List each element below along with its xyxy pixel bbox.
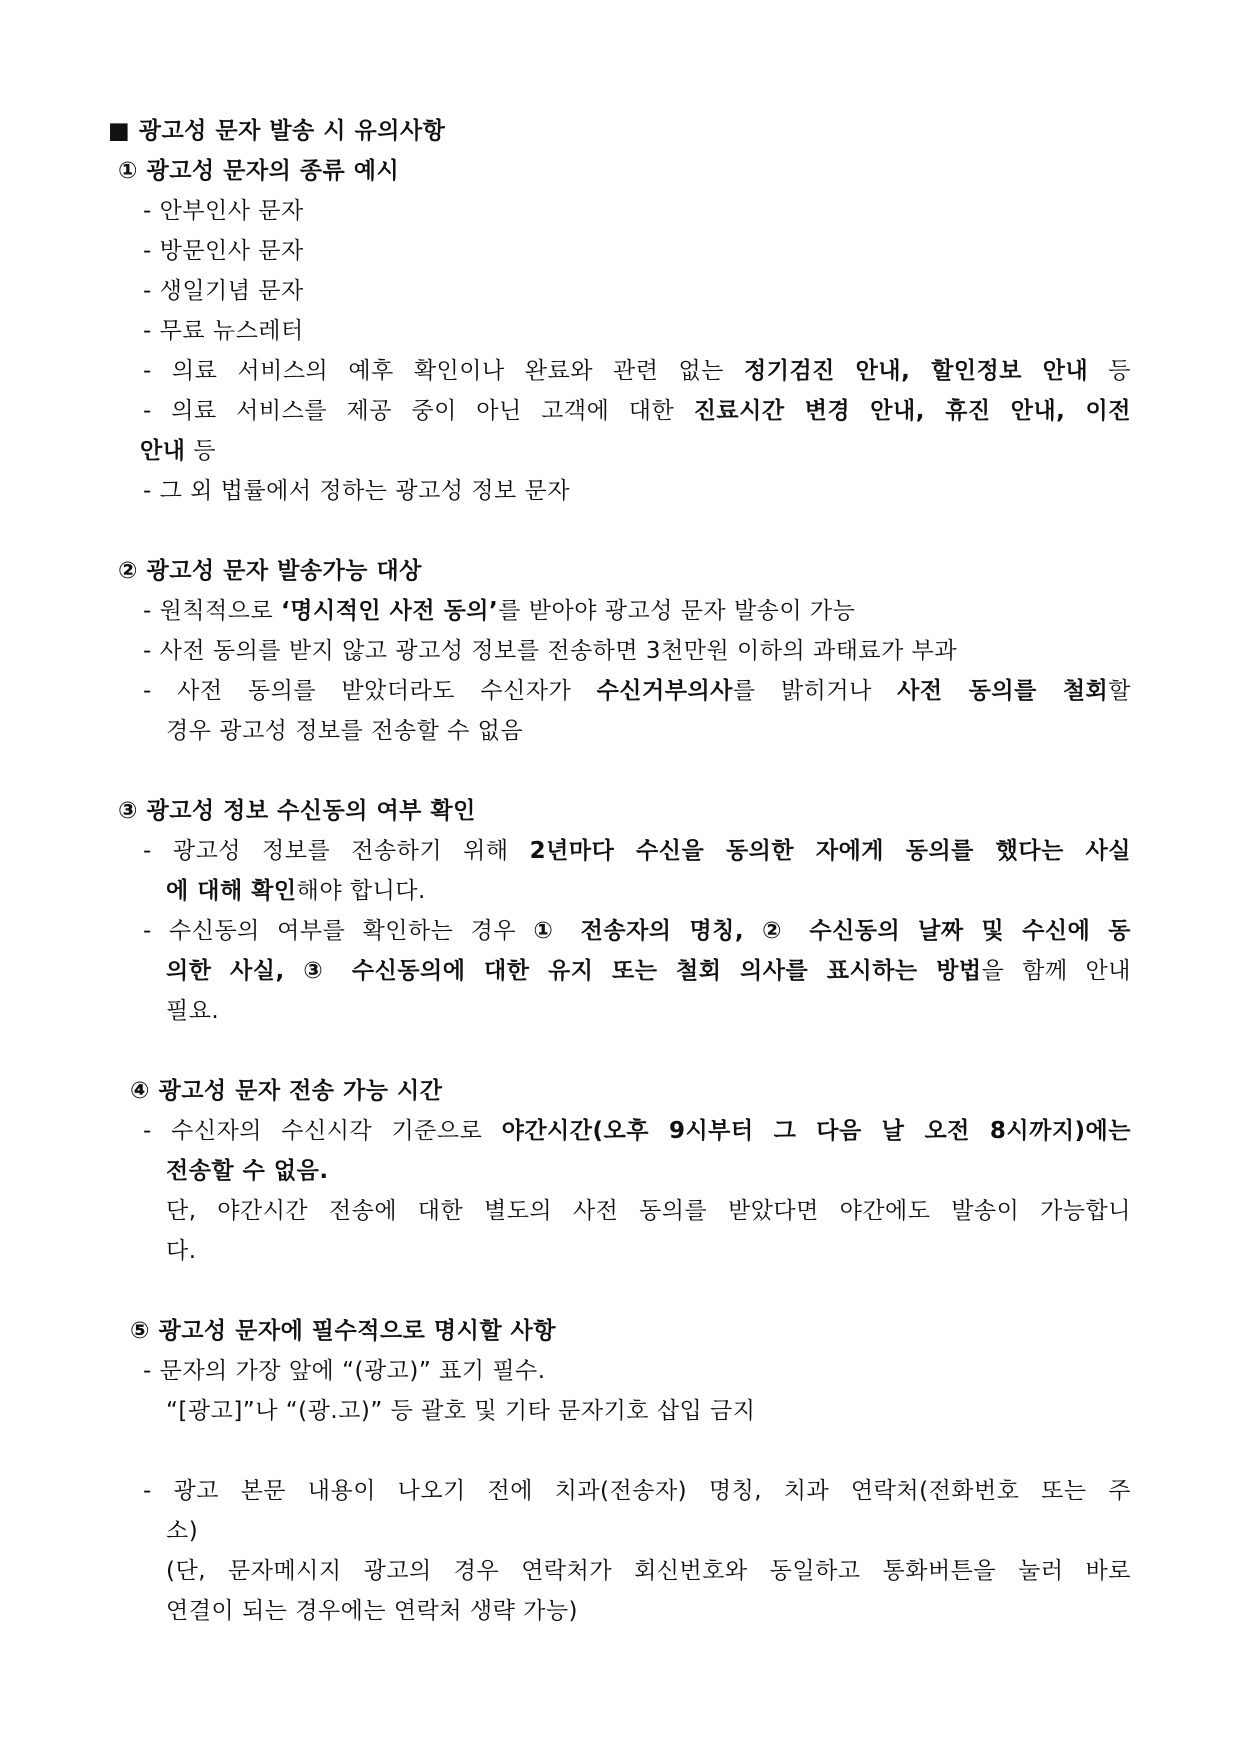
paragraph: (단, 문자메시지 광고의 경우 연락처가 회신번호와 동일하고 통화버튼을 눌러 바로 [166, 1558, 1131, 1584]
list-item-continuation: 경우 광고성 정보를 전송할 수 없음 [166, 718, 524, 744]
list-item: - 문자의 가장 앞에 “(광고)” 표기 필수. [143, 1358, 546, 1384]
list-item: - 광고 본문 내용이 나오기 전에 치과(전송자) 명칭, 치과 연락처(전화번호 또는 주 [143, 1478, 1131, 1504]
list-item: - 의료 서비스의 예후 확인이나 완료와 관련 없는 정기검진 안내, 할인정보 안내 등 [143, 358, 1131, 384]
list-item-continuation: 안내 등 [140, 438, 216, 464]
list-item: - 무료 뉴스레터 [143, 318, 304, 344]
list-item-continuation: 전송할 수 없음. [166, 1158, 329, 1184]
paragraph-continuation: 연결이 되는 경우에는 연락처 생략 가능) [166, 1598, 579, 1624]
list-item-continuation: 필요. [166, 998, 220, 1024]
list-item-continuation: 에 대해 확인해야 합니다. [166, 878, 426, 904]
document-title: ■ 광고성 문자 발송 시 유의사항 [108, 118, 446, 144]
list-item: - 그 외 법률에서 정하는 광고성 정보 문자 [143, 478, 570, 504]
list-item: - 수신자의 수신시각 기준으로 야간시간(오후 9시부터 그 다음 날 오전 8시까지)에는 [143, 1118, 1131, 1144]
list-item: - 안부인사 문자 [143, 198, 304, 224]
paragraph-continuation: 다. [166, 1238, 197, 1264]
list-item: - 사전 동의를 받았더라도 수신자가 수신거부의사를 밝히거나 사전 동의를 철회할 [143, 678, 1131, 704]
list-item: - 수신동의 여부를 확인하는 경우 ① 전송자의 명칭, ② 수신동의 날짜 및 수신에 동 [143, 918, 1131, 944]
list-item: - 광고성 정보를 전송하기 위해 2년마다 수신을 동의한 자에게 동의를 했다는 사실 [143, 838, 1131, 864]
list-item-continuation: 의한 사실, ③ 수신동의에 대한 유지 또는 철회 의사를 표시하는 방법을 함께 안내 [166, 958, 1131, 984]
list-item: - 사전 동의를 받지 않고 광고성 정보를 전송하면 3천만원 이하의 과태료가 부과 [143, 638, 958, 664]
list-item: - 방문인사 문자 [143, 238, 304, 264]
section-4-heading: ④ 광고성 문자 전송 가능 시간 [130, 1078, 443, 1104]
paragraph: 단, 야간시간 전송에 대한 별도의 사전 동의를 받았다면 야간에도 발송이 가능합니 [166, 1198, 1131, 1224]
list-item-continuation: 소) [166, 1518, 199, 1544]
list-item: - 의료 서비스를 제공 중이 아닌 고객에 대한 진료시간 변경 안내, 휴진 안내, 이전 [143, 398, 1131, 424]
section-2-heading: ② 광고성 문자 발송가능 대상 [118, 558, 422, 584]
paragraph: “[광고]”나 “(광.고)” 등 괄호 및 기타 문자기호 삽입 금지 [166, 1398, 756, 1424]
section-1-heading: ① 광고성 문자의 종류 예시 [118, 158, 400, 184]
section-5-heading: ⑤ 광고성 문자에 필수적으로 명시할 사항 [130, 1318, 556, 1344]
list-item: - 생일기념 문자 [143, 278, 304, 304]
list-item: - 원칙적으로 ‘명시적인 사전 동의’를 받아야 광고성 문자 발송이 가능 [143, 598, 856, 624]
section-3-heading: ③ 광고성 정보 수신동의 여부 확인 [118, 798, 476, 824]
